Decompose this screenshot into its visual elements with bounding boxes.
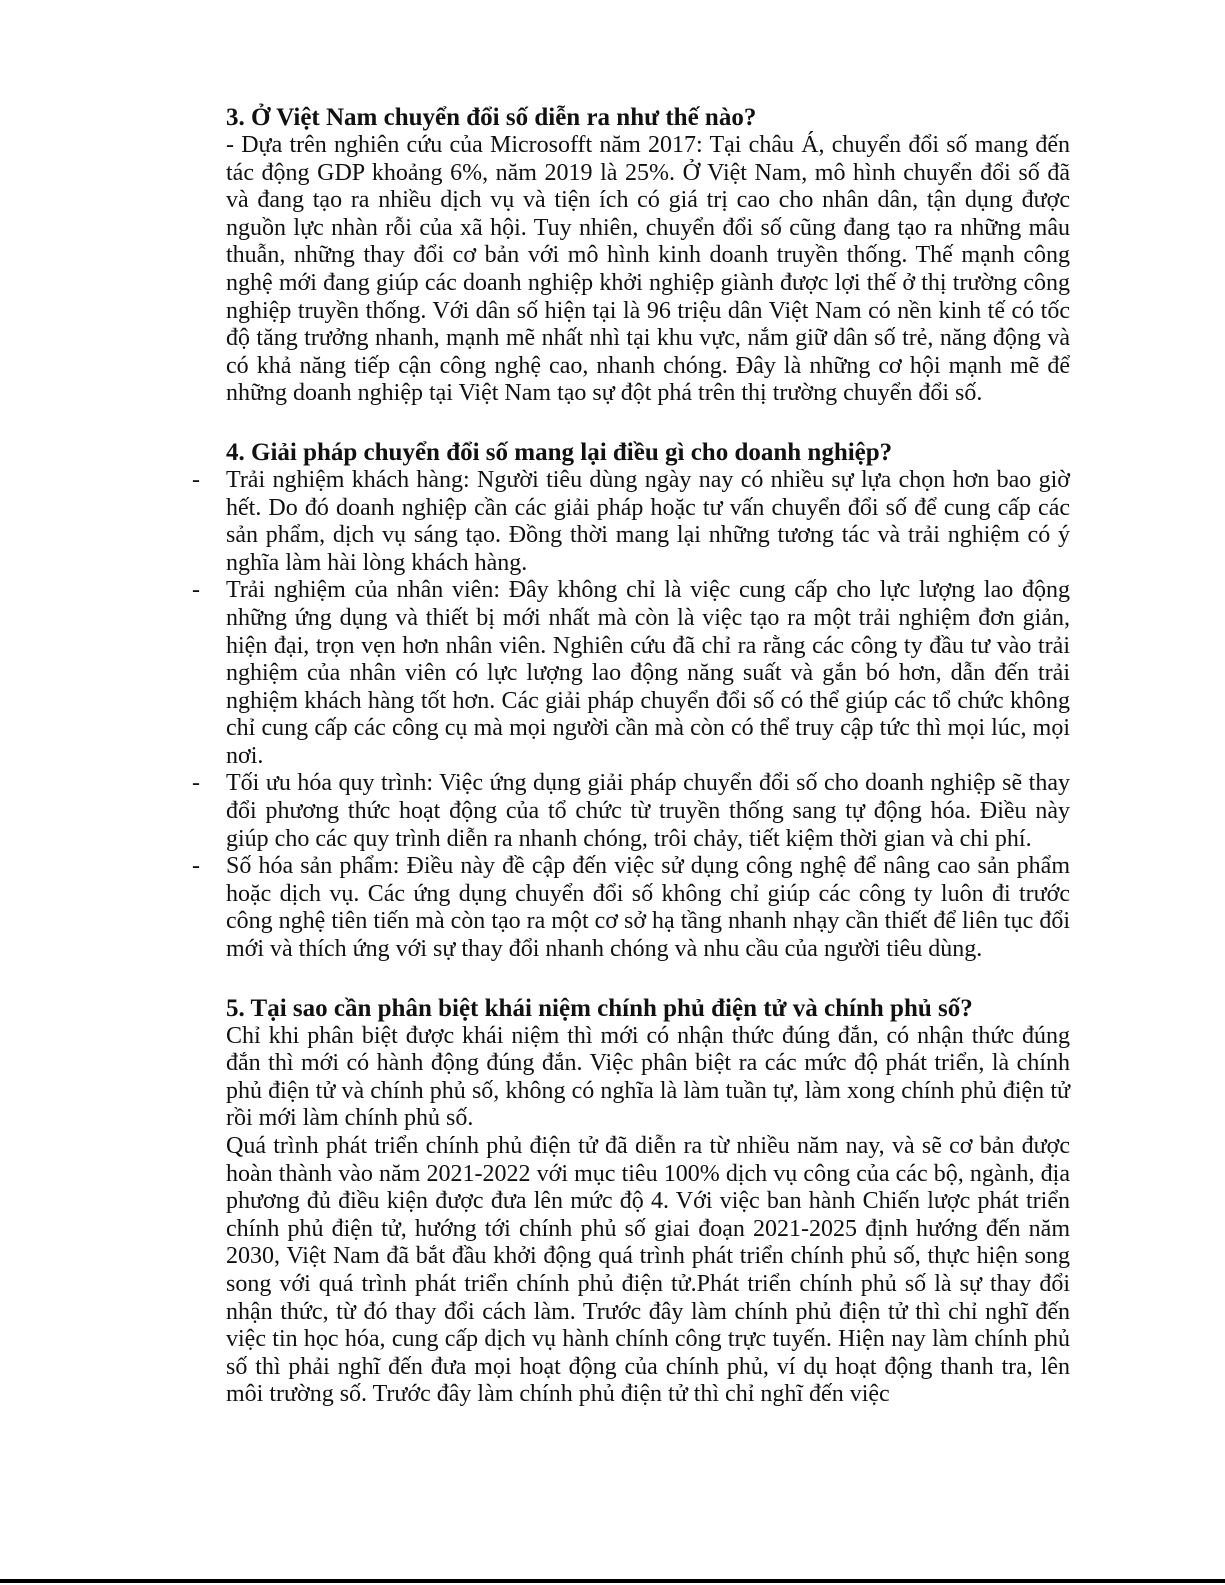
section-3 (226, 104, 1070, 408)
list-item-text: Số hóa sản phẩm: Điều này đề cập đến việc sử dụng công nghệ để nâng cao sản phẩm hoặc dịch vụ. Các ứng dụng chuyển đổi số không chỉ giúp các công ty luôn đi trước công nghệ tiên tiến mà còn tạo ra một cơ sở hạ tầng nhanh nhạy cần thiết để liên tục đổi mới và thích ứng với sự thay đổi nhanh chóng và nhu cầu của người tiêu dùng. (226, 853, 1070, 963)
list-item (192, 466, 1070, 577)
list-item-text: Trải nghiệm khách hàng: Người tiêu dùng ngày nay có nhiều sự lựa chọn hơn bao giờ hết. Do đó doanh nghiệp cần các giải pháp hoặc tư vấn chuyển đổi số để cung cấp các sản phẩm, dịch vụ sáng tạo. Đồng thời mang lại những tương tác và trải nghiệm có ý nghĩa làm hài lòng khách hàng. (226, 466, 1070, 576)
dash-bullet-icon: - (192, 466, 200, 493)
list-item (192, 577, 1070, 770)
dash-bullet-icon: - (192, 577, 200, 604)
section-paragraph: Chỉ khi phân biệt được khái niệm thì mới có nhận thức đúng đắn, có nhận thức đúng đắn thì mới có hành động đúng đắn. Việc phân biệt ra các mức độ phát triển, là chính phủ điện tử và chính phủ số, không có nghĩa là làm tuần tự, làm xong chính phủ điện tử rồi mới làm chính phủ số. (226, 1022, 1070, 1132)
section-paragraph: Quá trình phát triển chính phủ điện tử đã diễn ra từ nhiều năm nay, và sẽ cơ bản được hoàn thành vào năm 2021-2022 với mục tiêu 100% dịch vụ công của các bộ, ngành, địa phương đủ điều kiện được đưa lên mức độ 4. Với việc ban hành Chiến lược phát triển chính phủ điện tử, hướng tới chính phủ số giai đoạn 2021-2025 định hướng đến năm 2030, Việt Nam đã bắt đầu khởi động quá trình phát triển chính phủ số, thực hiện song song với quá trình phát triển chính phủ điện tử.Phát triển chính phủ số là sự thay đổi nhận thức, từ đó thay đổi cách làm. Trước đây làm chính phủ điện tử thì chỉ nghĩ đến việc tin học hóa, cung cấp dịch vụ hành chính công trực tuyến. Hiện nay làm chính phủ số thì phải nghĩ đến đưa mọi hoạt động của chính phủ, ví dụ hoạt động thanh tra, lên môi trường số. Trước đây làm chính phủ điện tử thì chỉ nghĩ đến việc (226, 1133, 1070, 1408)
section-heading: 4. Giải pháp chuyển đổi số mang lại điều gì cho doanh nghiệp? (226, 438, 893, 466)
page-bottom-rule (0, 1579, 1225, 1583)
document-body (192, 104, 1070, 1409)
section-5 (226, 995, 1070, 1409)
bullet-list (192, 466, 1070, 964)
section-paragraph: - Dựa trên nghiên cứu của Microsofft năm 2017: Tại châu Á, chuyển đổi số mang đến tác động GDP khoảng 6%, năm 2019 là 25%. Ở Việt Nam, mô hình chuyển đổi số đã và đang tạo ra nhiều dịch vụ và tiện ích có giá trị cao cho nhân dân, tận dụng được nguồn lực nhàn rỗi của xã hội. Tuy nhiên, chuyển đổi số cũng đang tạo ra những mâu thuẫn, những thay đổi cơ bản với mô hình kinh doanh truyền thống. Thế mạnh công nghệ mới đang giúp các doanh nghiệp khởi nghiệp giành được lợi thế ở thị trường công nghiệp truyền thống. Với dân số hiện tại là 96 triệu dân Việt Nam có nền kinh tế có tốc độ tăng trưởng nhanh, mạnh mẽ nhất nhì tại khu vực, nắm giữ dân số trẻ, năng động và có khả năng tiếp cận công nghệ cao, nhanh chóng. Đây là những cơ hội mạnh mẽ để những doanh nghiệp tại Việt Nam tạo sự đột phá trên thị trường chuyển đổi số. (226, 132, 1070, 407)
section-heading: 3. Ở Việt Nam chuyển đổi số diễn ra như thế nào? (226, 104, 757, 131)
list-item (192, 853, 1070, 963)
section-gap (226, 964, 1070, 995)
section-heading: 5. Tại sao cần phân biệt khái niệm chính phủ điện tử và chính phủ số? (226, 994, 973, 1022)
dash-bullet-icon: - (192, 770, 200, 797)
dash-bullet-icon: - (192, 853, 200, 880)
section-gap (226, 408, 1070, 439)
list-item-text: Tối ưu hóa quy trình: Việc ứng dụng giải pháp chuyển đổi số cho doanh nghiệp sẽ thay đổi phương thức hoạt động của tổ chức từ truyền thống sang tự động hóa. Điều này giúp cho các quy trình diễn ra nhanh chóng, trôi chảy, tiết kiệm thời gian và chi phí. (226, 770, 1070, 852)
list-item (192, 770, 1070, 853)
list-item-text: Trải nghiệm của nhân viên: Đây không chỉ là việc cung cấp cho lực lượng lao động những ứng dụng và thiết bị mới nhất mà còn là việc tạo ra một trải nghiệm đơn giản, hiện đại, trọn vẹn hơn nhân viên. Nghiên cứu đã chỉ ra rằng các công ty đầu tư vào trải nghiệm của nhân viên có lực lượng lao động năng suất và gắn bó hơn, dẫn đến trải nghiệm khách hàng tốt hơn. Các giải pháp chuyển đổi số có thể giúp các tổ chức không chỉ cung cấp các công cụ mà mọi người cần mà còn có thể truy cập tức thì mọi lúc, mọi nơi. (226, 577, 1070, 769)
section-4 (192, 438, 1070, 964)
